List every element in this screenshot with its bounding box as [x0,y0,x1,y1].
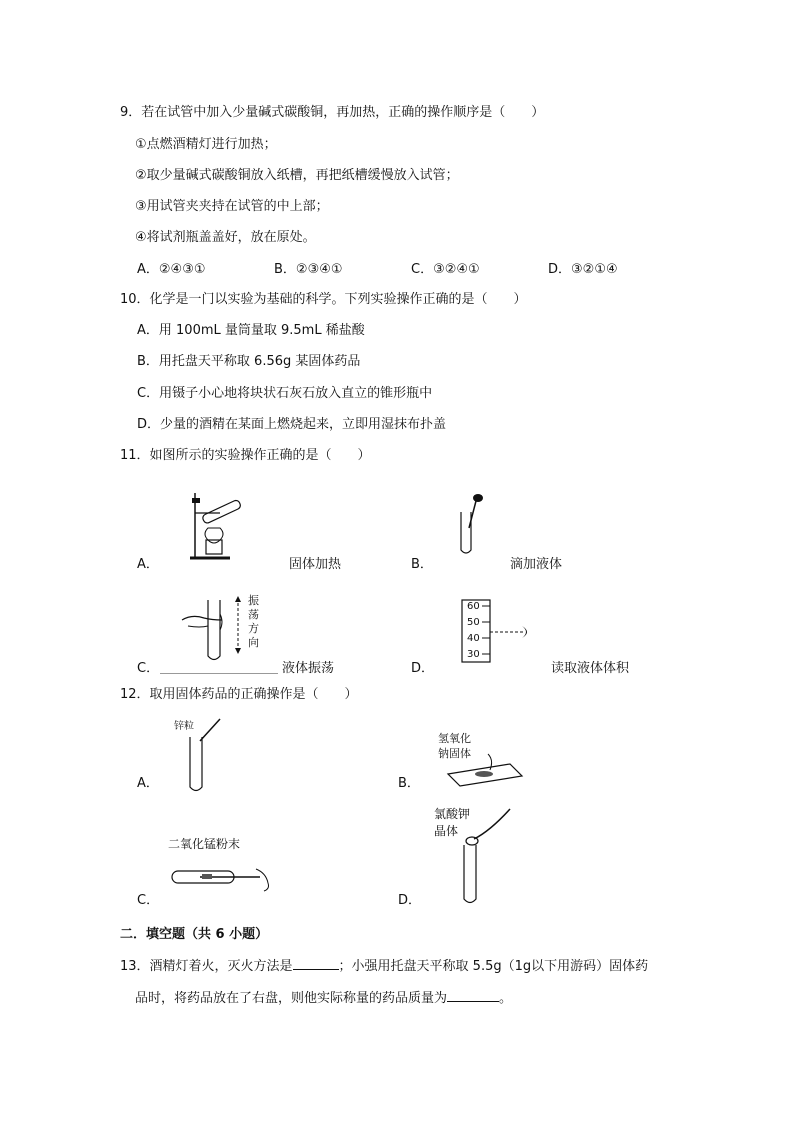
q11-caption-d: 读取液体体积 [551,661,630,676]
q11-caption-a: 固体加热 [289,557,342,572]
shake-label-4: 向 [248,636,259,649]
sodium-hydroxide-figure [438,730,528,785]
q13-text-1: 13．酒精灯着火，灭火方法是 [120,959,293,974]
q12-letter-b[interactable]: B． [398,776,420,791]
q9-stem: 9．若在试管中加入少量碱式碳酸铜，再加热，正确的操作顺序是（ ） [120,105,545,120]
q10-option-a[interactable]: A．用 100mL 量筒量取 9.5mL 稀盐酸 [137,323,365,338]
q13-blank-1[interactable] [293,957,339,970]
shake-label-3: 方 [248,622,259,635]
q9-step-2: ②取少量碱式碳酸铜放入纸槽，再把纸槽缓慢放入试管； [135,168,459,183]
q13-blank-2[interactable] [447,989,499,1002]
q13-line-2 [135,989,512,1008]
section-2-title: 二．填空题（共 6 小题） [120,927,269,942]
label-mno2: 二氧化锰粉末 [168,837,241,851]
q10-stem: 10．化学是一门以实验为基础的科学。下列实验操作正确的是（ ） [120,292,527,307]
label-zinc: 锌粒 [174,721,194,732]
q11-letter-a[interactable]: A． [137,557,159,572]
q11-caption-b: 滴加液体 [510,557,563,572]
q11-stem: 11．如图所示的实验操作正确的是（ ） [120,448,371,463]
q13-text-4: 。 [499,991,513,1006]
q12-stem: 12．取用固体药品的正确操作是（ ） [120,687,358,702]
q9-step-1: ①点燃酒精灯进行加热； [135,137,277,152]
graduated-cylinder-figure [462,598,542,664]
caption-underline [160,673,278,674]
zinc-granule-figure [168,715,238,793]
label-kclo3-1: 氯酸钾 [434,807,471,821]
q10-option-d[interactable]: D．少量的酒精在某面上燃烧起来，立即用湿抹布扑盖 [137,417,447,432]
q9-option-a[interactable]: A．②④③① [137,262,206,277]
manganese-dioxide-figure [166,835,286,895]
solid-heating-figure [180,488,260,568]
q11-letter-d[interactable]: D． [411,661,435,676]
q12-letter-a[interactable]: A． [137,776,159,791]
q9-option-d[interactable]: D．③②①④ [548,262,618,277]
label-kclo3-2: 晶体 [434,824,459,838]
shake-label-1: 振 [248,594,259,607]
potassium-chlorate-figure [432,805,522,905]
q12-letter-d[interactable]: D． [398,893,422,908]
label-naoh-1: 氢氧化 [438,732,471,745]
q9-step-3: ③用试管夹夹持在试管的中上部； [135,199,329,214]
q13-line-1 [120,957,648,976]
label-naoh-2: 钠固体 [438,747,471,760]
q11-caption-c: 液体振荡 [282,661,335,676]
shaking-liquid-figure [180,592,290,667]
q12-letter-c[interactable]: C． [137,893,160,908]
tick-40: 40 [467,633,480,644]
tick-60: 60 [467,601,480,612]
q9-option-b[interactable]: B．②③④① [274,262,343,277]
q11-letter-b[interactable]: B． [411,557,433,572]
q13-text-3: 品时，将药品放在了右盘，则他实际称量的药品质量为 [135,991,448,1006]
q10-option-c[interactable]: C．用镊子小心地将块状石灰石放入直立的锥形瓶中 [137,386,433,401]
q9-step-4: ④将试剂瓶盖盖好，放在原处。 [135,230,316,245]
q11-letter-c[interactable]: C． [137,661,160,676]
q9-option-c[interactable]: C．③②④① [411,262,480,277]
dropping-liquid-figure [455,492,495,562]
tick-30: 30 [467,649,480,660]
q13-text-2: ；小强用托盘天平称取 5.5g（1g以下用游码）固体药 [338,959,649,974]
q10-option-b[interactable]: B．用托盘天平称取 6.56g 某固体药品 [137,354,361,369]
tick-50: 50 [467,617,480,628]
shake-label-2: 荡 [248,608,259,621]
